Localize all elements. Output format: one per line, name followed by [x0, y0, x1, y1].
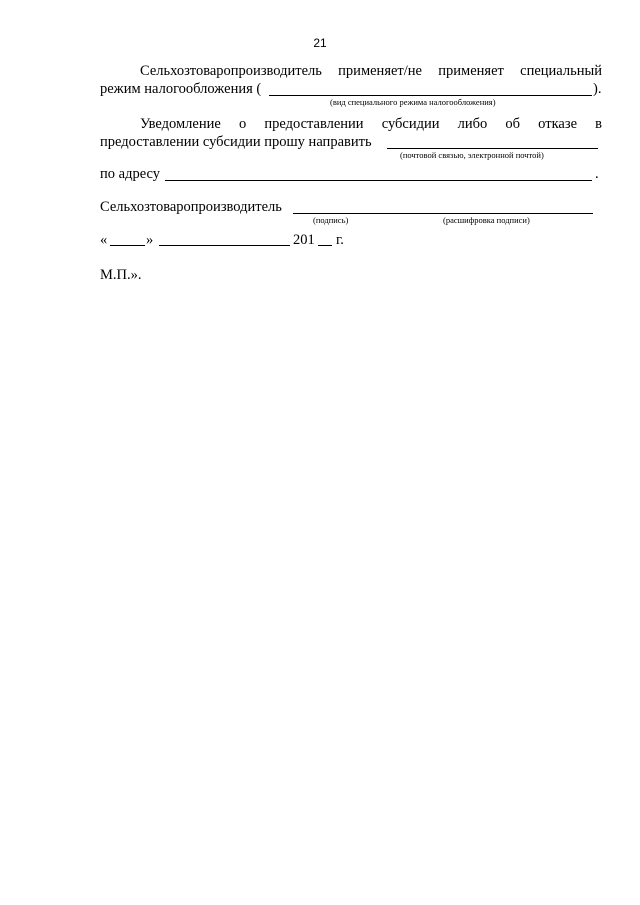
address-label: по адресу	[100, 166, 160, 182]
date-month-blank[interactable]	[159, 245, 290, 246]
date-open-quote: «	[100, 232, 108, 248]
notification-method-blank[interactable]	[387, 148, 598, 149]
date-year-suffix: г.	[336, 232, 344, 248]
signature-caption: (подпись)	[313, 215, 349, 225]
address-blank[interactable]	[165, 180, 592, 181]
signature-label: Сельхозтоваропроизводитель	[100, 199, 282, 215]
notification-line-1: Уведомление о предоставлении субсидии либо об отказе в	[140, 116, 602, 132]
date-close-quote: »	[146, 232, 154, 248]
notification-caption: (почтовой связью, электронной почтой)	[400, 150, 544, 160]
address-suffix: .	[595, 166, 599, 182]
notification-line-2: предоставлении субсидии прошу направить	[100, 134, 372, 150]
date-day-blank[interactable]	[110, 245, 145, 246]
stamp-label: М.П.».	[100, 267, 142, 283]
tax-regime-line-1: Сельхозтоваропроизводитель применяет/не применяет специальный	[140, 63, 602, 79]
date-year-prefix: 201	[293, 232, 315, 248]
tax-regime-line-2-suffix: ).	[593, 81, 602, 97]
page-number: 21	[313, 36, 327, 50]
date-year-blank[interactable]	[318, 245, 332, 246]
tax-regime-caption: (вид специального режима налогообложения)	[330, 97, 496, 107]
signature-blank[interactable]	[293, 213, 593, 214]
signature-decode-caption: (расшифровка подписи)	[443, 215, 530, 225]
tax-regime-blank[interactable]	[269, 95, 592, 96]
tax-regime-line-2-prefix: режим налогообложения (	[100, 81, 262, 97]
